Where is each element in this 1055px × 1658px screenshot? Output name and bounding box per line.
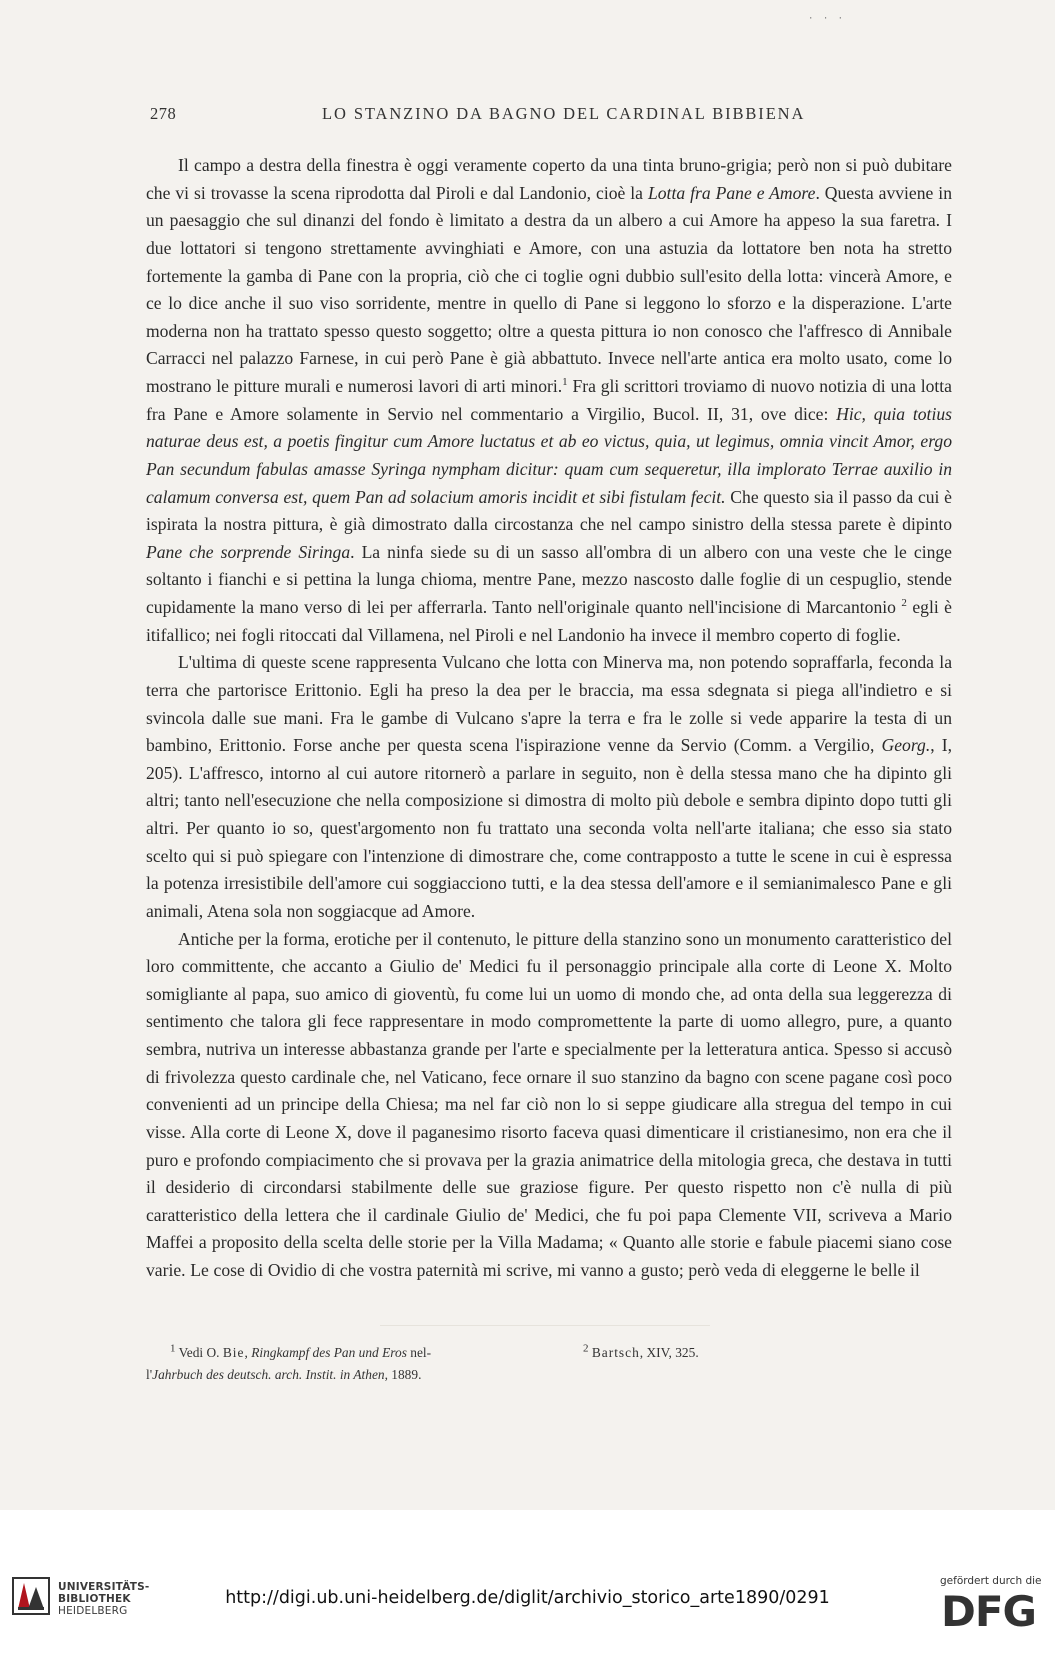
dfg-logo[interactable] xyxy=(941,1591,1041,1629)
footnote-mark: 1 xyxy=(170,1342,176,1355)
funded-by-label: gefördert durch die xyxy=(940,1575,1042,1587)
footnote-mark: 2 xyxy=(583,1342,589,1355)
running-title: LO STANZINO DA BAGNO DEL CARDINAL BIBBIENA xyxy=(322,104,806,123)
latin-quotation: Hic, quia totius naturae deus est, a poetis fingitur cum Amore luctatus et ab eo victus, quia, ut legimus, omnia vincit Amor, ergo Pan secundum fabulas amasse Syringa nympham dicitur: quam cum sequeretur, illa implorato Terrae auxilio in calamum conversa est, quem Pan ad solacium amoris incidit et sibi fistulam fecit. xyxy=(146,403,952,507)
source-url-link[interactable]: http://digi.ub.uni-heidelberg.de/diglit/archivio_storico_arte1890/0291 xyxy=(225,1588,830,1608)
footnote-author: Bie xyxy=(222,1345,245,1360)
footnote-title: Ringkampf des Pan und Eros xyxy=(251,1345,407,1360)
scan-mark: · · · xyxy=(808,14,846,24)
footnotes xyxy=(146,1342,952,1388)
running-header xyxy=(150,104,946,126)
italic-title: Georg. xyxy=(881,735,931,756)
footnote-ref-1[interactable]: 1 xyxy=(562,376,568,389)
body-text xyxy=(146,152,952,1285)
paragraph-3: Antiche per la forma, erotiche per il contenuto, le pitture della stanzino sono un monumento caratteristico del loro committente, che accanto a Giulio de' Medici fu il personaggio principale alla corte di Leone X. Molto somigliante al papa, suo amico di gioventù, fu come lui un uomo di mondo che, ad onta della sua leggerezza di sentimento che talora gli fece rappresentare in modo compromettente la parte di uomo allegro, pure, a quanto sembra, nutriva un interesse abbastanza grande per l'arte e specialmente per la letteratura antica. Spesso si accusò di frivolezza questo cardinale che, nel Vaticano, fece ornare il suo stanzino da bagno con scene pagane così poco convenienti ad un principe della Chiesa; ma nel far ciò non lo si seppe giudicare alla stregua del tempo in cui visse. Alla corte di Leone X, dove il paganesimo risorto faceva quasi dimenticare il cristianesimo, non era che il puro e profondo compiacimento che si provava per la grazia animatrice della mitologia greca, che destava in tutti il desiderio di circondarsi stabilmente delle sue graziose figure. Per questo rispetto non c'è nulla di più caratteristico della lettera che il cardinale Giulio de' Medici, che fu poi papa Clemente VII, scriveva a Mario Maffei a proposito della scelta delle storie per la Villa Madama; « Quanto alle storie e fabule piacemi siano cose varie. Le cose di Ovidio di che vostra paternità mi scrive, mi vanno a gusto; però veda di eleggerne le belle il xyxy=(146,928,952,1280)
footnote-journal: Jahrbuch des deutsch. arch. Instit. in Athen xyxy=(152,1367,385,1382)
footnote-2: $^2$ Bartsch, XIV, 325. xyxy=(583,1342,699,1360)
italic-title: Lotta fra Pane e Amore xyxy=(647,182,816,203)
library-name[interactable]: UNIVERSITÄTS- BIBLIOTHEK HEIDELBERG xyxy=(58,1581,150,1617)
italic-title: Pane che sorprende Siringa xyxy=(146,541,351,562)
footnote-ref-2[interactable]: 2 xyxy=(901,597,907,610)
paragraph-1: Il campo a destra della finestra è oggi veramente coperto da una tinta bruno-grigia; però non si può dubitare che vi si trovasse la scena riprodotta dal Piroli e dal Landonio, cioè la Lotta fra Pane e Amore. Questa avviene in un paesaggio che sul dinanzi del fondo è limitato a destra da un albero a cui Amore ha appeso la sua faretra. I due lottatori si tengono strettamente avvinghiati e Amore, con una astuzia da lottatore ben nota ha stretto fortemente la gamba di Pane con la propria, ciò che ci toglie ogni dubbio sull'esito della lotta: vincerà Amore, e ce lo dice anche il suo viso sorridente, mentre in quello di Pane si leggono lo sforzo e la disperazione. L'arte moderna non ha trattato spesso questo soggetto; oltre a questa pittura io non conosco che l'affresco di Annibale Carracci nel palazzo Farnese, in cui però Pane è già abbattuto. Invece nell'arte antica era molto usato, come lo mostrano le pitture murali e numerosi lavori di arti minori.$^1$ Fra gli scrittori troviamo di nuovo notizia di una lotta fra Pane e Amore solamente in Servio nel commentario a Virgilio, Bucol. II, 31, ove dice: Hic, quia totius naturae deus est, a poetis fingitur cum Amore luctatus et ab eo victus, quia, ut legimus, omnia vincit Amor, ergo Pan secundum fabulas amasse Syringa nympham dicitur: quam cum sequeretur, illa implorato Terrae auxilio in calamum conversa est, quem Pan ad solacium amoris incidit et sibi fistulam fecit. Che questo sia il passo da cui è ispirata la nostra pittura, è già dimostrato dalla circostanza che nel campo sinistro della stessa parete è dipinto Pane che sorprende Siringa. La ninfa siede su di un sasso all'ombra di un albero con una veste che le cinge soltanto i fianchi e si pettina la lunga chioma, mentre Pane, mezzo nascosto dalle foglie di un cespuglio, stende cupidamente la mano verso di lei per afferrarla. Tanto nell'originale quanto nell'incisione di Marcantonio $^2$ egli è itifallico; nei fogli ritoccati dal Villamena, nel Piroli e nel Landonio ha invece il membro coperto di foglie. xyxy=(146,155,952,645)
digitization-footer xyxy=(0,1510,1055,1658)
page-number: 278 xyxy=(150,104,177,123)
footnote-1: $^1$ Vedi O. Bie, Ringkampf des Pan und Eros nel- l'Jahrbuch des deutsch. arch. Instit. in Athen, 1889. xyxy=(146,1342,432,1382)
footnote-divider xyxy=(380,1325,710,1326)
dfg-logo-text: DFG xyxy=(941,1591,1037,1629)
paragraph-2: L'ultima di queste scene rappresenta Vulcano che lotta con Minerva ma, non potendo sopraffarla, feconda la terra che partorisce Erittonio. Egli ha preso la dea per le braccia, ma essa sdegnata si piega all'indietro e si svincola dalle sue mani. Fra le gambe di Vulcano s'apre la terra e fra le zolle si vede apparire la testa di un bambino, Erittonio. Forse anche per questa scena l'ispirazione venne da Servio (Comm. a Vergilio, Georg., I, 205). L'affresco, intorno al cui autore ritornerò a parlare in seguito, non è della stessa mano che ha dipinto gli altri; tanto nell'esecuzione che nella composizione si dimostra di molto più debole e sembra dipinto dopo tutti gli altri. Per quanto io so, quest'argomento non fu trattato una seconda volta nell'arte italiana; che esso sia stato scelto qui si può spiegare con l'intenzione di dimostrare che, come contrapposto a tutte le scene in cui è espressa la potenza irresistibile dell'amore cui soggiacciono tutti, e la dea stessa dell'amore e il semianimalesco Pane e gli animali, Atena sola non soggiacque ad Amore. xyxy=(146,652,953,921)
footnote-author: Bartsch xyxy=(591,1345,640,1360)
